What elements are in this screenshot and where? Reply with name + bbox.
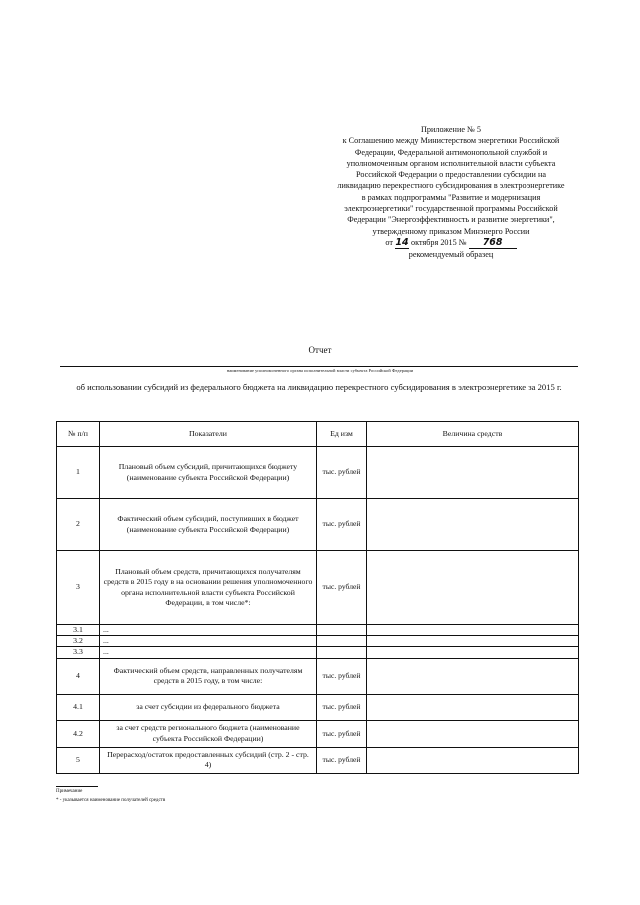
table-row [57,720,579,747]
report-title: Отчет [308,345,332,355]
notes-text: * - указывается наименование получателей средств [56,798,166,803]
row-label: ... [100,636,317,647]
row-unit: тыс. рублей [317,720,367,747]
row-unit [317,647,367,658]
row-value[interactable] [367,625,579,636]
appendix-line: в рамках подпрограммы "Развитие и модернизация [361,192,541,202]
row-label: Плановый объем субсидий, причитающихся бюджету (наименование субъекта Российской Федерации) [100,447,317,499]
row-label: Фактический объем средств, направленных получателям средств в 2015 году, в том числе: [100,658,317,694]
header-amount: Величина средств [367,422,579,447]
table-row [57,499,579,551]
row-num: 4 [57,658,100,694]
row-num: 1 [57,447,100,499]
row-num: 4.2 [57,720,100,747]
recommended-sample-label: рекомендуемый образец [408,250,494,260]
row-num: 4.1 [57,694,100,720]
report-subtitle: об использовании субсидий из федерального бюджета на ликвидацию перекрестного субсидирования в электроэнергетике за 2015 г. [76,382,562,392]
table-row [57,625,579,636]
row-unit: тыс. рублей [317,447,367,499]
row-num: 3.1 [57,625,100,636]
row-label: Фактический объем субсидий, поступивших в бюджет (наименование субъекта Российской Федерации) [100,499,317,551]
header-unit: Ед изм [317,422,367,447]
row-value[interactable] [367,647,579,658]
table-row [57,551,579,625]
table-row [57,447,579,499]
row-value[interactable] [367,694,579,720]
table-header-row [57,422,579,447]
subsidy-report-table [56,421,579,774]
row-label: за счет субсидии из федерального бюджета [100,694,317,720]
row-num: 3.2 [57,636,100,647]
row-label: за счет средств регионального бюджета (наименование субъекта Российской Федерации) [100,720,317,747]
org-name-hint: наименование уполномоченного органа исполнительной власти субъекта Российской Федерации [226,368,414,373]
table-row [57,636,579,647]
row-value[interactable] [367,499,579,551]
date-month-year: октября 2015 № [411,237,467,247]
row-value[interactable] [367,747,579,773]
row-unit: тыс. рублей [317,551,367,625]
row-value[interactable] [367,551,579,625]
row-label: ... [100,647,317,658]
appendix-line: к Соглашению между Министерством энергетики Российской [342,136,560,146]
appendix-line: Федерации, Федеральной антимонопольной службой и [354,147,548,157]
notes-separator [56,786,98,787]
appendix-line: ликвидацию перекрестного субсидирования в электроэнергетике [337,181,565,191]
row-label: Перерасход/остаток предоставленных субсидий (стр. 2 - стр. 4) [100,747,317,773]
table-row [57,694,579,720]
header-num: № п/п [57,422,100,447]
row-num: 3.3 [57,647,100,658]
row-unit: тыс. рублей [317,658,367,694]
row-num: 5 [57,747,100,773]
row-unit [317,636,367,647]
row-unit: тыс. рублей [317,747,367,773]
appendix-line: Российской Федерации о предоставлении субсидии на [355,170,546,180]
order-date-line [318,237,584,249]
appendix-line: уполномоченным органом исполнительной власти субъекта [346,158,556,168]
org-name-underline [60,366,578,367]
notes-title: Примечание [56,789,83,794]
appendix-line: утвержденному приказом Минэнерго России [372,226,530,236]
row-unit [317,625,367,636]
row-value[interactable] [367,720,579,747]
row-unit: тыс. рублей [317,694,367,720]
order-number-handwritten: 768 [469,237,517,249]
header-indicators: Показатели [100,422,317,447]
appendix-line: Федерации "Энергоэффективность и развитие энергетики", [347,215,555,225]
row-label: Плановый объем средств, причитающихся получателям средств в 2015 году в на основании решения уполномоченного органа исполнительной власти субъекта Российской Федерации, в том числе*: [100,551,317,625]
row-num: 3 [57,551,100,625]
row-value[interactable] [367,636,579,647]
row-value[interactable] [367,658,579,694]
table-row [57,747,579,773]
row-num: 2 [57,499,100,551]
table-row [57,647,579,658]
appendix-line: Приложение № 5 [421,125,481,134]
row-unit: тыс. рублей [317,499,367,551]
appendix-block [318,124,584,261]
date-day-handwritten: 14 [395,236,409,248]
row-label: ... [100,625,317,636]
row-value[interactable] [367,447,579,499]
date-prefix: от [385,237,393,247]
appendix-line: электроэнергетики" государственной программы Российской [344,204,558,214]
table-row [57,658,579,694]
